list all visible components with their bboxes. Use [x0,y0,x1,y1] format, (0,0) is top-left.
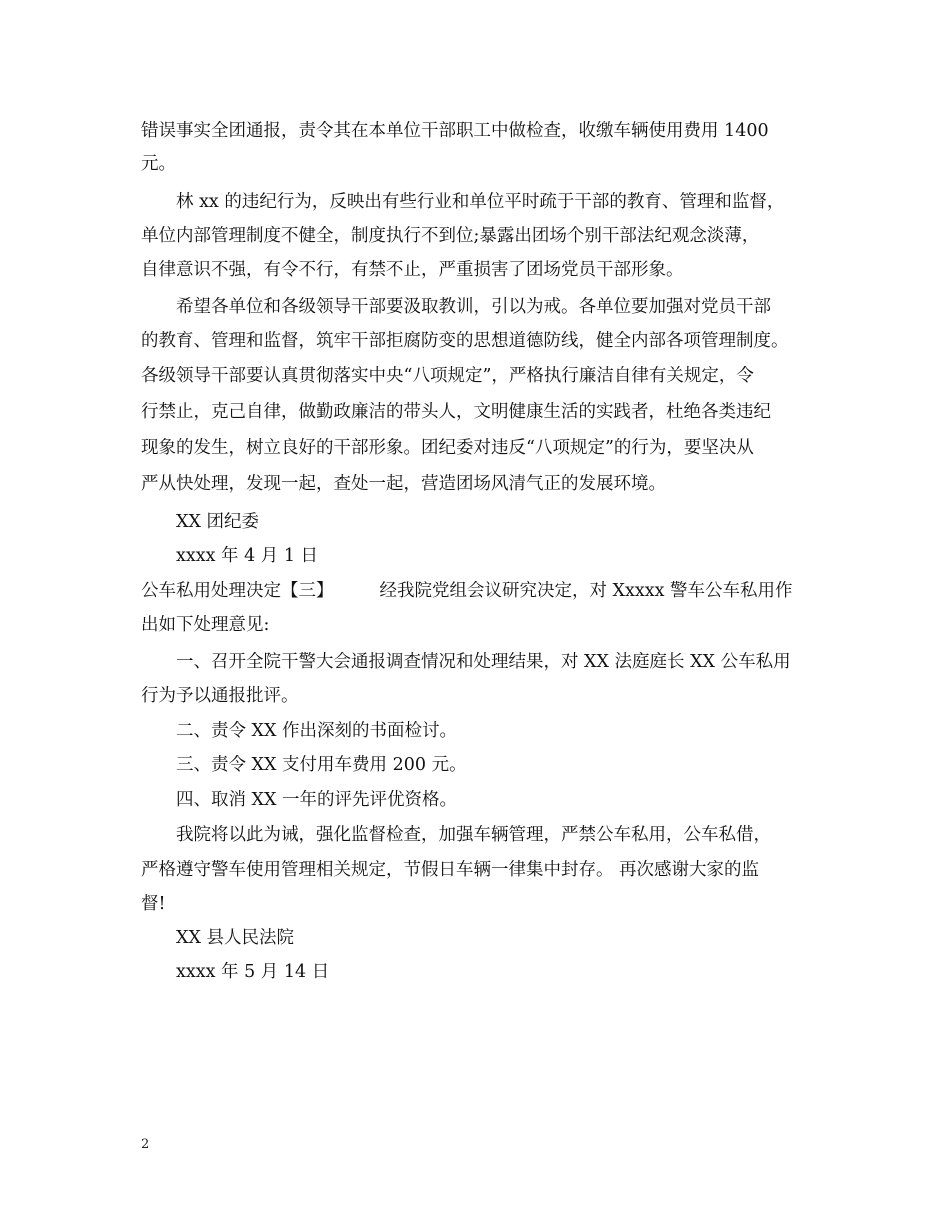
paragraph-line: 督! [141,894,166,914]
paragraph-line: 行为予以通报批评。 [141,686,299,706]
paragraph-line: 错误事实全团通报，责令其在本单位干部职工中做检查，收缴车辆使用费用 1400 [141,121,769,141]
paragraph-line: 各级领导干部要认真贯彻落实中央“八项规定”，严格执行廉洁自律有关规定，令 [141,366,754,386]
paragraph-line: 单位内部管理制度不健全，制度执行不到位;暴露出团场个别干部法纪观念淡薄， [141,226,760,246]
signature-org: XX 县人民法院 [176,928,294,948]
paragraph-line: 现象的发生，树立良好的干部形象。团纪委对违反“八项规定”的行为，要坚决从 [141,438,754,458]
section-heading-line [141,576,793,606]
list-item: 一、召开全院干警大会通报调查情况和处理结果，对 XX 法庭庭长 XX 公车私用 [176,652,791,672]
paragraph-line: 出如下处理意见: [141,615,270,635]
paragraph-line: 元。 [141,154,176,174]
paragraph-line: 的教育、管理和监督，筑牢干部拒腐防变的思想道德防线，健全内部各项管理制度。 [141,331,789,351]
list-item: 三、责令 XX 支付用车费用 200 元。 [176,755,467,775]
paragraph-line: 林 xx 的违纪行为，反映出有些行业和单位平时疏于干部的教育、管理和监督， [176,192,785,212]
signature-date: xxxx 年 4 月 1 日 [176,546,319,566]
paragraph-line: 希望各单位和各级领导干部要汲取教训，引以为戒。各单位要加强对党员干部 [176,297,771,317]
page-number: 2 [141,1137,150,1152]
signature-org: XX 团纪委 [176,512,259,532]
paragraph-line: 自律意识不强，有令不行，有禁不止，严重损害了团场党员干部形象。 [141,260,684,280]
list-item: 二、责令 XX 作出深刻的书面检讨。 [176,721,458,741]
paragraph-line: 我院将以此为诫，强化监督检查，加强车辆管理，严禁公车私用，公车私借， [176,825,771,845]
paragraph-line: 严从快处理，发现一起，查处一起，营造团场风清气正的发展环境。 [141,474,666,494]
paragraph-line: 行禁止，克己自律，做勤政廉洁的带头人，文明健康生活的实践者，杜绝各类违纪 [141,402,771,422]
paragraph-line: 严格遵守警车使用管理相关规定，节假日车辆一律集中封存。 再次感谢大家的监 [141,860,760,880]
section-heading-continuation: 经我院党组会议研究决定，对 Xxxxx 警车公车私用作 [379,581,793,601]
signature-date: xxxx 年 5 月 14 日 [176,962,330,982]
list-item: 四、取消 XX 一年的评先评优资格。 [176,790,458,810]
section-heading: 公车私用处理决定【三】 [141,581,334,601]
